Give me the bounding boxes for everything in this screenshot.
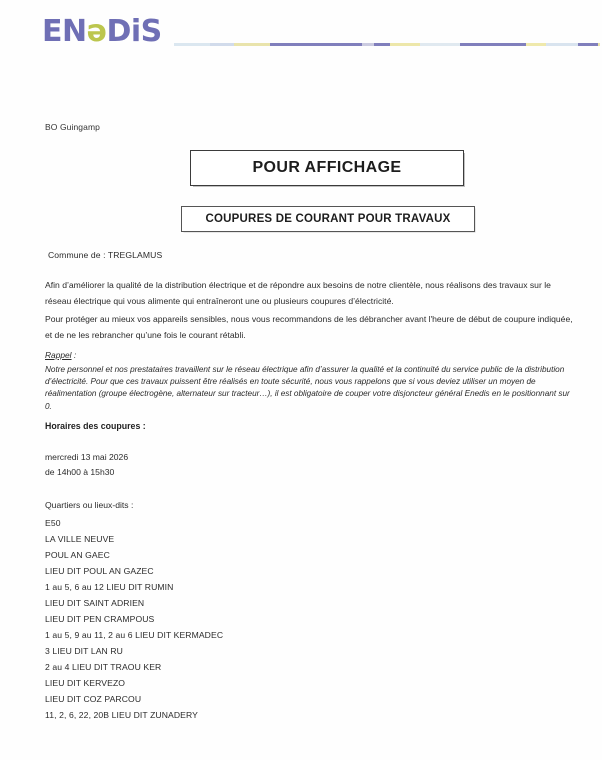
quartier-item: LA VILLE NEUVE <box>45 534 115 544</box>
advice-paragraph: Pour protéger au mieux vos appareils sensibles, nous vous recommandons de les débrancher avant l'heure de début de coupure indiquée, et de ne les rebrancher qu’une fois le courant rétabli. <box>45 314 573 340</box>
quartier-item: LIEU DIT PEN CRAMPOUS <box>45 614 155 624</box>
header-decorative-rule <box>174 43 600 46</box>
rappel-heading <box>45 350 76 360</box>
outage-time-range: de 14h00 à 15h30 <box>45 467 115 477</box>
quartier-item: LIEU DIT KERVEZO <box>45 678 126 688</box>
horaires-details <box>45 450 128 480</box>
intro-paragraph: Afin d’améliorer la qualité de la distribution électrique et de répondre aux besoins de notre clientèle, nous réalisons des travaux sur le réseau électrique qui vous alimente qui entraîneront une ou plusieurs coupures d’électricité. <box>45 280 551 306</box>
rappel-paragraph: Notre personnel et nos prestataires travaillent sur le réseau électrique afin d’assurer la qualité et la continuité du service public de la distribution d’électricité. Pour que ces travaux puissent être réalisés en toute sécurité, nous vous rappelons que si vous deviez utiliser un moyen de réalimentation (groupe électrogène, alternateur sur tracteur…), il est obligatoire de couper votre disjoncteur général Enedis en le positionnant sur 0. <box>45 365 570 411</box>
quartier-item: 1 au 5, 6 au 12 LIEU DIT RUMIN <box>45 582 174 592</box>
quartier-item: 1 au 5, 9 au 11, 2 au 6 LIEU DIT KERMADEC <box>45 630 224 640</box>
quartiers-list <box>45 515 223 723</box>
quartier-item: E50 <box>45 518 61 528</box>
rappel-heading-suffix: : <box>71 350 77 360</box>
quartier-item: LIEU DIT POUL AN GAZEC <box>45 566 154 576</box>
quartier-item: 3 LIEU DIT LAN RU <box>45 646 123 656</box>
quartier-item: 11, 2, 6, 22, 20B LIEU DIT ZUNADERY <box>45 710 199 720</box>
quartier-item: LIEU DIT SAINT ADRIEN <box>45 598 145 608</box>
quartier-item: LIEU DIT COZ PARCOU <box>45 694 142 704</box>
horaires-heading: Horaires des coupures : <box>45 421 146 431</box>
logo-text-part-2: ǝ <box>86 14 107 49</box>
enedis-logo <box>42 14 162 49</box>
quartiers-heading: Quartiers ou lieux-dits : <box>45 500 134 510</box>
main-title-text: POUR AFFICHAGE <box>252 159 402 176</box>
logo-text-part-1: EN <box>42 14 87 49</box>
commune-line: Commune de : TREGLAMUS <box>48 250 163 260</box>
quartier-item: 2 au 4 LIEU DIT TRAOU KER <box>45 662 162 672</box>
subtitle-box <box>181 206 475 232</box>
rappel-heading-label: Rappel <box>45 350 72 360</box>
subtitle-text: COUPURES DE COURANT POUR TRAVAUX <box>205 213 451 225</box>
main-title-box <box>190 150 464 186</box>
quartier-item: POUL AN GAEC <box>45 550 110 560</box>
logo-text-part-3: DiS <box>106 14 162 49</box>
issuing-office-label: BO Guingamp <box>45 122 100 132</box>
document-header <box>0 12 602 52</box>
outage-date: mercredi 13 mai 2026 <box>45 452 129 462</box>
